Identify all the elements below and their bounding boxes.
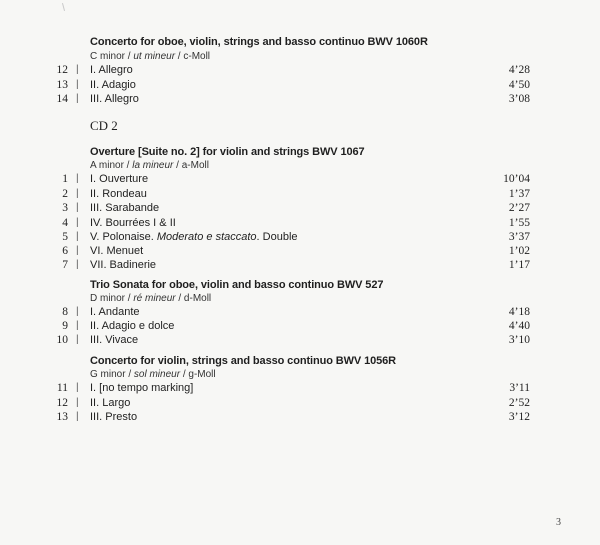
track-row: [0, 64, 600, 79]
track-duration: 3’11: [509, 382, 530, 394]
track-duration: 4’28: [508, 64, 530, 76]
separator: |: [76, 320, 79, 331]
work-title: Concerto for oboe, violin, strings and basso continuo BWV 1060R: [90, 36, 428, 48]
track-title: VII. Badinerie: [90, 259, 157, 271]
track-title: III. Presto: [90, 411, 138, 423]
track-duration: 1’37: [508, 188, 530, 200]
separator: |: [76, 231, 79, 242]
track-number: 3: [62, 202, 68, 214]
scan-mark: [62, 3, 65, 11]
track-number: 14: [56, 93, 68, 105]
work-key: D minor / ré mineur / d-Moll: [90, 293, 212, 304]
track-title: I. Andante: [90, 306, 140, 318]
track-row: [0, 173, 600, 188]
track-duration: 3’08: [508, 93, 530, 105]
separator: |: [76, 93, 79, 104]
track-number: 13: [56, 411, 68, 423]
separator: |: [76, 306, 79, 317]
separator: |: [76, 64, 79, 75]
track-duration: 1’02: [508, 245, 530, 257]
track-number: 6: [62, 245, 68, 257]
track-row: [0, 320, 600, 335]
track-duration: 2’27: [508, 202, 530, 214]
track-number: 7: [62, 259, 68, 271]
track-duration: 4’50: [508, 79, 530, 91]
track-title: III. Allegro: [90, 93, 139, 105]
cd-label: CD 2: [90, 118, 118, 133]
track-row: [0, 231, 600, 246]
track-duration: 4’40: [508, 320, 530, 332]
track-title: III. Vivace: [90, 334, 139, 346]
track-row: [0, 397, 600, 412]
track-duration: 1’17: [508, 259, 530, 271]
track-title: IV. Bourrées I & II: [90, 217, 176, 229]
work-title: Trio Sonata for oboe, violin and basso continuo BWV 527: [90, 279, 384, 291]
track-row: [0, 245, 600, 260]
separator: |: [76, 173, 79, 184]
track-title: VI. Menuet: [90, 245, 144, 257]
track-duration: 1’55: [508, 217, 530, 229]
separator: |: [76, 334, 79, 345]
track-number: 13: [56, 79, 68, 91]
track-title: I. Allegro: [90, 64, 133, 76]
separator: |: [76, 79, 79, 90]
separator: |: [76, 382, 79, 393]
track-row: [0, 188, 600, 203]
track-number: 11: [56, 382, 68, 394]
track-title: II. Adagio: [90, 79, 136, 91]
track-number: 9: [62, 320, 68, 332]
work-key: G minor / sol mineur / g-Moll: [90, 369, 216, 380]
track-number: 12: [56, 397, 68, 409]
track-duration: 3’37: [508, 231, 530, 243]
track-row: [0, 202, 600, 217]
work-title: Concerto for violin, strings and basso continuo BWV 1056R: [90, 355, 397, 367]
track-row: [0, 217, 600, 232]
separator: |: [76, 188, 79, 199]
work-title: Overture [Suite no. 2] for violin and strings BWV 1067: [90, 146, 365, 158]
track-title: I. [no tempo marking]: [90, 382, 194, 394]
track-row: [0, 93, 600, 108]
track-row: [0, 79, 600, 94]
track-number: 5: [62, 231, 68, 243]
track-row: [0, 259, 600, 274]
work-key: C minor / ut mineur / c-Moll: [90, 51, 211, 62]
separator: |: [76, 259, 79, 270]
track-title: I. Ouverture: [90, 173, 149, 185]
track-duration: 3’10: [508, 334, 530, 346]
track-number: 10: [56, 334, 68, 346]
track-row: [0, 382, 600, 397]
track-row: [0, 411, 600, 426]
track-title: II. Rondeau: [90, 188, 147, 200]
track-number: 8: [62, 306, 68, 318]
separator: |: [76, 397, 79, 408]
track-title: II. Largo: [90, 397, 131, 409]
track-row: [0, 334, 600, 349]
track-duration: 4’18: [508, 306, 530, 318]
track-duration: 10’04: [503, 173, 530, 185]
track-number: 2: [62, 188, 68, 200]
work-key: A minor / la mineur / a-Moll: [90, 160, 209, 171]
page-number: 3: [556, 517, 561, 528]
separator: |: [76, 217, 79, 228]
track-number: 4: [62, 217, 68, 229]
separator: |: [76, 245, 79, 256]
separator: |: [76, 411, 79, 422]
track-number: 1: [62, 173, 68, 185]
track-row: [0, 306, 600, 321]
track-number: 12: [56, 64, 68, 76]
track-title: V. Polonaise. Moderato e staccato. Double: [90, 231, 298, 243]
track-duration: 2’52: [508, 397, 530, 409]
track-title: III. Sarabande: [90, 202, 160, 214]
track-title: II. Adagio e dolce: [90, 320, 175, 332]
track-duration: 3’12: [508, 411, 530, 423]
separator: |: [76, 202, 79, 213]
